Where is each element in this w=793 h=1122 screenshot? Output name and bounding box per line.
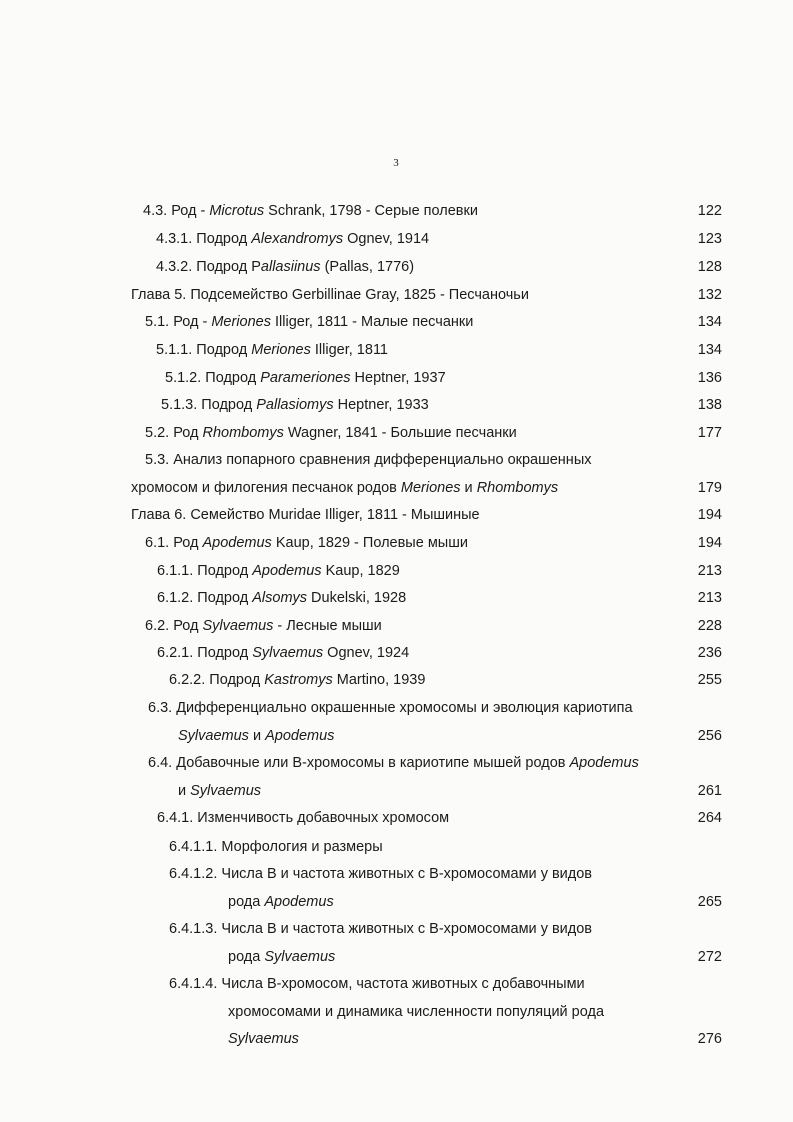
toc-page-number: 213 <box>697 590 722 606</box>
toc-entry-title <box>131 479 558 497</box>
toc-entry-title <box>178 727 334 745</box>
toc-text: Глава 6. Семейство Muridae Illiger, 1811 - Мышиные <box>131 507 480 523</box>
taxon-name: Sylvaemus <box>264 949 336 965</box>
toc-text: и <box>460 480 477 496</box>
toc-entry-title <box>156 341 388 359</box>
taxon-name: Sylvaemus <box>190 783 262 799</box>
toc-text: Heptner, 1933 <box>333 397 429 413</box>
toc-text: Kaup, 1829 <box>321 563 400 579</box>
toc-text: 5.1. Род - <box>145 314 212 330</box>
taxon-name: Kastromys <box>264 672 333 688</box>
toc-page-number: 272 <box>697 949 722 965</box>
toc-page-number: 256 <box>697 728 722 744</box>
toc-text: 6.1.2. Подрод <box>157 590 253 606</box>
toc-text: 6.4. Добавочные или В-хромосомы в кариотипе мышей родов <box>148 755 570 771</box>
taxon-name: Apodemus <box>265 728 335 744</box>
toc-text: Ognev, 1914 <box>343 231 430 247</box>
toc-entry-title <box>161 396 429 414</box>
toc-text: 6.4.1. Изменчивость добавочных хромосом <box>157 810 450 826</box>
taxon-name: Microtus <box>209 203 265 219</box>
toc-entry-title <box>228 1003 604 1021</box>
toc-text: 4.3.2. Подрод P <box>156 259 261 275</box>
toc-entry-title <box>169 865 592 883</box>
toc-entry-title <box>169 838 383 856</box>
toc-entry-title <box>145 534 468 552</box>
toc-entry-title <box>157 809 449 827</box>
taxon-name: Rhombomys <box>202 425 284 441</box>
taxon-name: Apodemus <box>264 894 334 910</box>
toc-text: (Pallas, 1776) <box>320 259 415 275</box>
taxon-name: Sylvaemus <box>178 728 249 744</box>
toc-entry-title <box>169 671 425 689</box>
toc-page-number: 228 <box>697 618 722 634</box>
taxon-name: Meriones <box>400 480 461 496</box>
toc-page-number: 132 <box>697 287 722 303</box>
toc-page-number: 179 <box>697 480 722 496</box>
toc-text: 4.3.1. Подрод <box>156 231 252 247</box>
page-number: 3 <box>393 157 400 169</box>
toc-page-number: 264 <box>697 810 722 826</box>
toc-entry-title <box>169 975 585 993</box>
taxon-name: allasiinus <box>260 259 321 275</box>
toc-text: и <box>178 783 191 799</box>
toc-entry-title <box>145 617 382 635</box>
toc-text: Ognev, 1924 <box>323 645 410 661</box>
toc-entry-title <box>148 699 633 717</box>
toc-entry-title <box>157 644 409 662</box>
toc-entry-title <box>145 451 592 469</box>
toc-page-number: 265 <box>697 894 722 910</box>
toc-text: Глава 5. Подсемейство Gerbillinae Gray, 1825 - Песчаночьи <box>131 287 529 303</box>
taxon-name: Alsomys <box>252 590 308 606</box>
toc-text: 5.3. Анализ попарного сравнения дифференциально окрашенных <box>145 452 592 468</box>
toc-text: 6.2.1. Подрод <box>157 645 253 661</box>
toc-entry-title <box>156 258 414 276</box>
toc-page-number: 134 <box>697 314 722 330</box>
toc-text: 6.2. Род <box>145 618 203 634</box>
toc-text: 6.4.1.1. Морфология и размеры <box>169 839 383 855</box>
taxon-name: Apodemus <box>569 755 639 771</box>
toc-entry-title <box>148 754 639 772</box>
toc-entry-title <box>228 893 334 911</box>
toc-entry-title <box>169 920 592 938</box>
toc-page-number: 177 <box>697 425 722 441</box>
toc-page-number: 138 <box>697 397 722 413</box>
toc-text: 5.1.2. Подрод <box>165 370 261 386</box>
toc-text: и <box>248 728 266 744</box>
toc-page-number: 136 <box>697 370 722 386</box>
toc-text: - Лесные мыши <box>273 618 382 634</box>
toc-page-number: 194 <box>697 535 722 551</box>
toc-text: Martino, 1939 <box>332 672 426 688</box>
toc-text: Dukelski, 1928 <box>307 590 407 606</box>
toc-text: Illiger, 1811 <box>310 342 388 358</box>
taxon-name: Pallasiomys <box>256 397 334 413</box>
toc-text: Kaup, 1829 - Полевые мыши <box>271 535 468 551</box>
toc-entry-title <box>228 1030 299 1048</box>
taxon-name: Apodemus <box>202 535 272 551</box>
toc-text: 6.3. Дифференциально окрашенные хромосомы и эволюция кариотипа <box>148 700 633 716</box>
toc-page-number: 122 <box>697 203 722 219</box>
taxon-name: Rhombomys <box>476 480 559 496</box>
toc-text: рода <box>228 894 265 910</box>
toc-text: 6.1.1. Подрод <box>157 563 253 579</box>
toc-text: Heptner, 1937 <box>350 370 446 386</box>
toc-text: 6.4.1.4. Числа В-хромосом, частота животных с добавочными <box>169 976 585 992</box>
toc-entry-title <box>157 562 400 580</box>
toc-text: 6.2.2. Подрод <box>169 672 265 688</box>
toc-entry-title <box>131 286 529 304</box>
toc-page-number: 134 <box>697 342 722 358</box>
toc-text: 5.1.1. Подрод <box>156 342 252 358</box>
toc-entry-title <box>131 506 480 524</box>
taxon-name: Sylvaemus <box>228 1031 299 1047</box>
toc-text: 5.1.3. Подрод <box>161 397 257 413</box>
toc-entry-title <box>228 948 335 966</box>
toc-text: хромосом и филогения песчанок родов <box>131 480 401 496</box>
toc-text: Illiger, 1811 - Малые песчанки <box>270 314 474 330</box>
toc-entry-title <box>143 202 478 220</box>
toc-page-number: 213 <box>697 563 722 579</box>
toc-entry-title <box>157 589 406 607</box>
taxon-name: Alexandromys <box>251 231 344 247</box>
taxon-name: Sylvaemus <box>252 645 324 661</box>
taxon-name: Parameriones <box>260 370 351 386</box>
toc-text: 6.1. Род <box>145 535 203 551</box>
toc-page-number: 123 <box>697 231 722 247</box>
toc-page-number: 255 <box>697 672 722 688</box>
toc-entry-title <box>178 782 261 800</box>
toc-entry-title <box>156 230 429 248</box>
toc-page-number: 276 <box>697 1031 722 1047</box>
toc-text: хромосомами и динамика численности популяций рода <box>228 1004 605 1020</box>
toc-text: 6.4.1.2. Числа В и частота животных с В-хромосомами у видов <box>169 866 592 882</box>
toc-text: Wagner, 1841 - Большие песчанки <box>283 425 517 441</box>
toc-entry-title <box>165 369 446 387</box>
toc-page-number: 128 <box>697 259 722 275</box>
taxon-name: Meriones <box>211 314 271 330</box>
toc-text: 6.4.1.3. Числа В и частота животных с В-хромосомами у видов <box>169 921 592 937</box>
taxon-name: Apodemus <box>252 563 322 579</box>
toc-text: 4.3. Род - <box>143 203 210 219</box>
toc-entry-title <box>145 313 473 331</box>
toc-text: Schrank, 1798 - Серые полевки <box>264 203 478 219</box>
toc-page-number: 261 <box>697 783 722 799</box>
toc-text: 5.2. Род <box>145 425 203 441</box>
toc-entry-title <box>145 424 517 442</box>
toc-page-number: 194 <box>697 507 722 523</box>
taxon-name: Sylvaemus <box>202 618 274 634</box>
taxon-name: Meriones <box>251 342 311 358</box>
toc-page-number: 236 <box>697 645 722 661</box>
toc-text: рода <box>228 949 265 965</box>
